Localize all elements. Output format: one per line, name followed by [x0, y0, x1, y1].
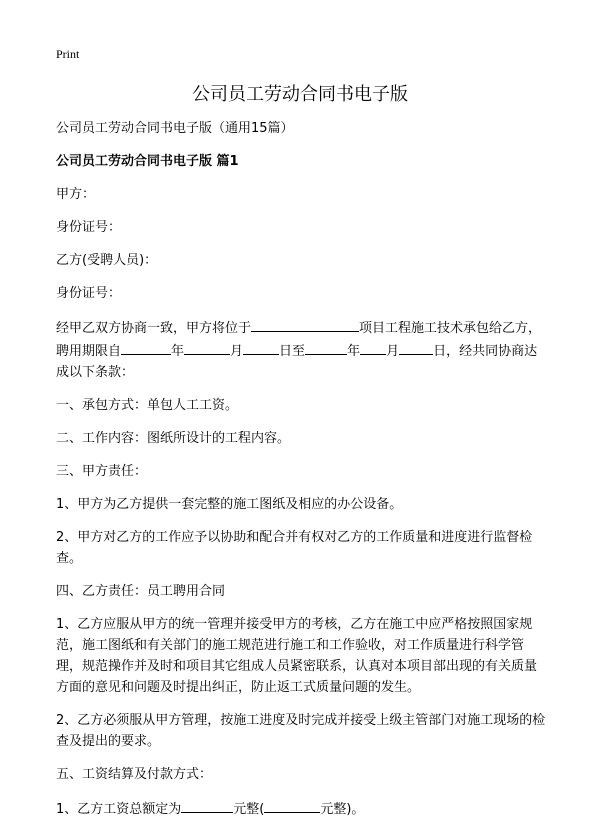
intro-text-3: 年: [171, 344, 185, 359]
section-heading: 公司员工劳动合同书电子版 篇1: [56, 154, 239, 169]
wage-text-1: 1、乙方工资总额定为: [56, 802, 182, 817]
wage-text-3: 元整)。: [320, 802, 365, 817]
intro-text-7: 月: [386, 344, 400, 359]
intro-text-2: 项目工程施工技术承包给乙方，聘用期限自: [56, 321, 542, 359]
clause-3-item-1: 1、甲方为乙方提供一套完整的施工图纸及相应的办公设备。: [56, 497, 403, 512]
intro-text-8: 日，经共同协商达成以下条款：: [56, 344, 538, 380]
wage-amount-blank: [181, 797, 233, 813]
clause-5: 五、工资结算及付款方式：: [56, 767, 213, 782]
intro-text-6: 年: [347, 344, 361, 359]
print-link[interactable]: Print: [56, 47, 80, 61]
location-blank: [251, 316, 359, 332]
end-month-blank: [360, 339, 386, 355]
clause-5-item-1: [56, 797, 546, 820]
wage-text-2: 元整(: [233, 802, 265, 817]
document-body: [56, 118, 546, 832]
clause-3-item-2: 2、甲方对乙方的工作应予以协助和配合并有权对乙方的工作质量和进度进行监督检查。: [56, 530, 533, 566]
end-day-blank: [399, 339, 433, 355]
start-year-blank: [121, 339, 171, 355]
clause-4-item-2: 2、乙方必须服从甲方管理，按施工进度及时完成并接受上级主管部门对施工现场的检查及提出的要求。: [56, 713, 546, 749]
party-b-id-line: 身份证号：: [56, 286, 122, 301]
wage-amount-words-blank: [264, 797, 320, 813]
party-a-line: 甲方：: [56, 187, 96, 202]
party-a-id-line: 身份证号：: [56, 220, 122, 235]
clause-4: 四、乙方责任：员工聘用合同: [56, 584, 226, 599]
clause-3: 三、甲方责任：: [56, 464, 148, 479]
start-day-blank: [243, 339, 279, 355]
intro-text-4: 月: [230, 344, 244, 359]
document-title: 公司员工劳动合同书电子版: [192, 84, 408, 105]
intro-text-1: 经甲乙双方协商一致，甲方将位于: [56, 321, 252, 336]
clause-2: 二、工作内容：图纸所设计的工程内容。: [56, 431, 291, 446]
intro-paragraph: [56, 316, 546, 383]
start-month-blank: [184, 339, 230, 355]
clause-1: 一、承包方式：单包人工工资。: [56, 398, 239, 413]
end-year-blank: [305, 339, 347, 355]
party-b-line: 乙方(受聘人员)：: [56, 253, 158, 268]
clause-4-item-1: 1、乙方应服从甲方的统一管理并接受甲方的考核，乙方在施工中应严格按照国家规范，施工图纸和有关部门的施工规范进行施工和工作验收，对工作质量进行科学管理，规范操作并及时和项目其它组成人员紧密联系，认真对本项目部出现的有关质量方面的意见和问题及时提出纠正，防止返工式质量问题的发生。: [56, 617, 538, 695]
intro-text-5: 日至: [279, 344, 306, 359]
document-subtitle: 公司员工劳动合同书电子版（通用15篇）: [56, 121, 294, 136]
